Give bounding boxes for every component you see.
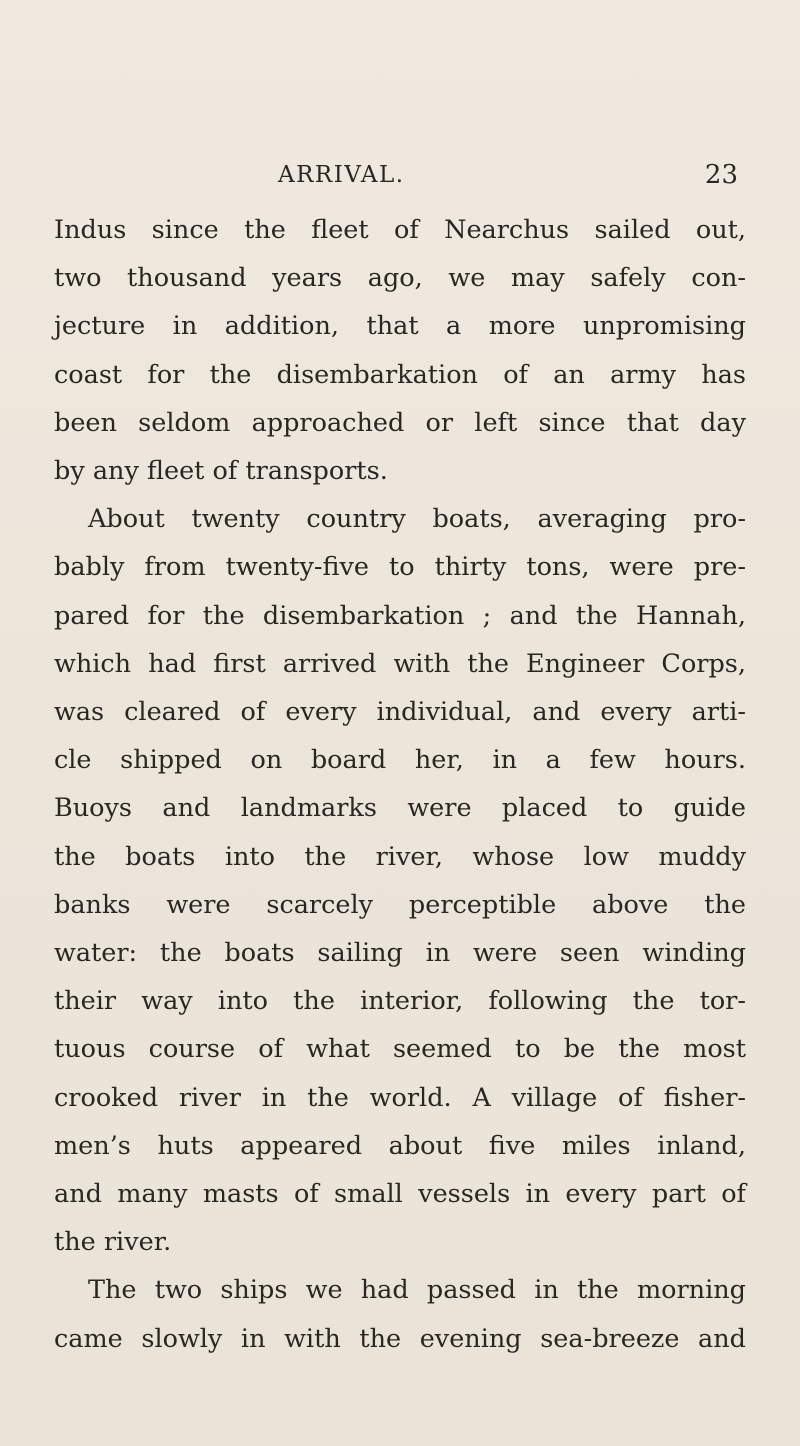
text-line: jecture in addition, that a more unpromising	[54, 311, 746, 342]
text-line: Indus since the fleet of Nearchus sailed out,	[54, 215, 746, 245]
text-line: came slowly in with the evening sea-breeze and	[54, 1323, 746, 1354]
text-line: the boats into the river, whose low muddy	[54, 841, 746, 872]
text-line: been seldom approached or left since that day	[54, 407, 746, 438]
text-line: coast for the disembarkation of an army has	[54, 359, 746, 390]
text-line: Buoys and landmarks were placed to guide	[54, 793, 746, 824]
running-head	[0, 158, 800, 198]
text-line: crooked river in the world. A village of fisher-	[54, 1082, 746, 1113]
text-line: The two ships we had passed in the morning	[88, 1275, 746, 1306]
text-line: cle shipped on board her, in a few hours.	[54, 745, 746, 776]
running-title: ARRIVAL.	[278, 162, 405, 188]
text-line: which had first arrived with the Engineer Corps,	[54, 648, 746, 679]
page-number: 23	[704, 160, 738, 190]
text-line: bably from twenty-five to thirty tons, were pre-	[54, 552, 746, 583]
text-line: by any fleet of transports.	[54, 456, 388, 486]
text-line: and many masts of small vessels in every part of	[54, 1179, 746, 1209]
text-line: pared for the disembarkation ; and the Hannah,	[54, 600, 746, 631]
text-line: their way into the interior, following the tor-	[54, 986, 746, 1017]
text-line: was cleared of every individual, and every arti-	[54, 697, 746, 727]
text-line: About twenty country boats, averaging pro-	[88, 504, 746, 535]
text-line: water: the boats sailing in were seen winding	[54, 938, 746, 968]
text-line: the river.	[54, 1227, 172, 1258]
text-line: two thousand years ago, we may safely con-	[54, 263, 746, 294]
text-line: men’s huts appeared about five miles inland,	[54, 1130, 746, 1161]
text-line: banks were scarcely perceptible above the	[54, 889, 746, 920]
text-line: tuous course of what seemed to be the most	[54, 1034, 746, 1065]
